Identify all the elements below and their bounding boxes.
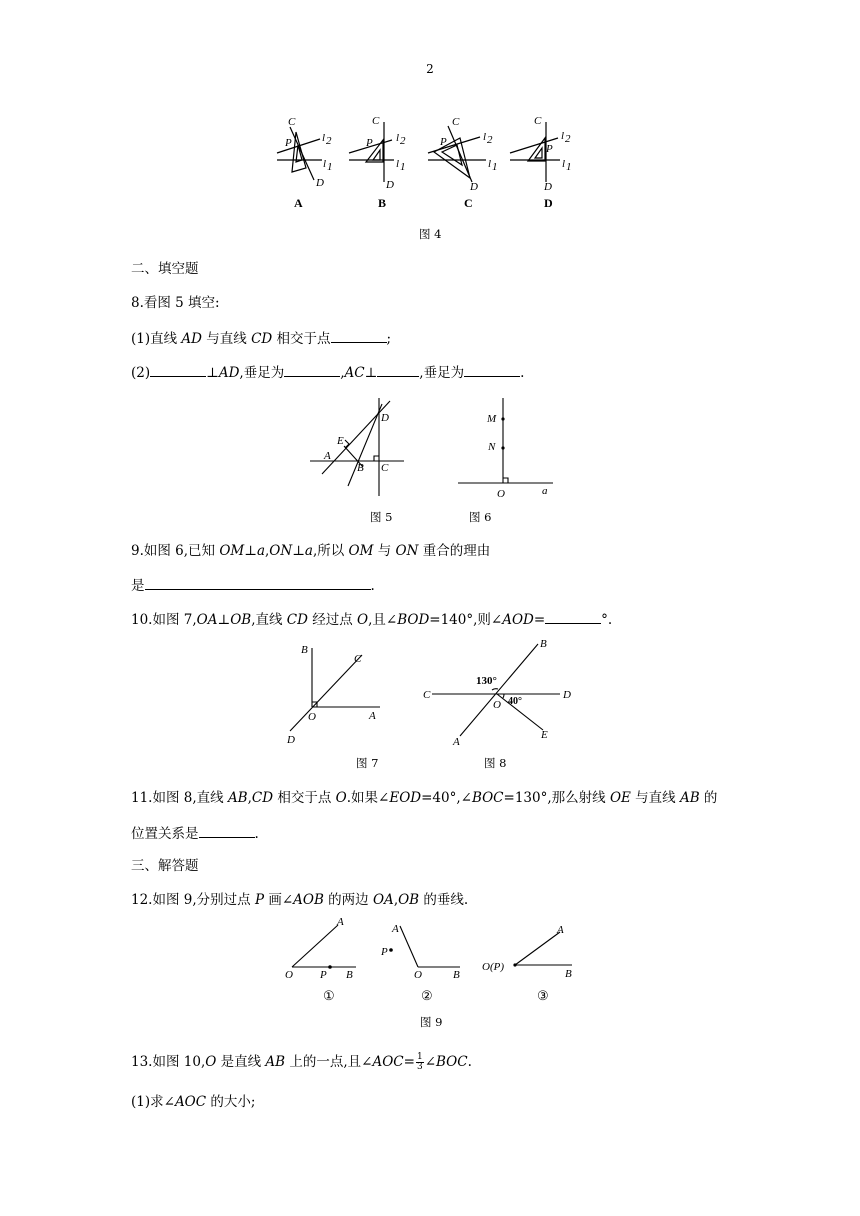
fig9-sub-3: ③ (537, 988, 549, 1003)
fraction-numerator: 1 (416, 1052, 423, 1062)
fig4c-sub1: 1 (492, 161, 498, 173)
text: ⊥ (292, 543, 305, 559)
text: . (520, 365, 525, 381)
fig4a-label-c: C (288, 116, 296, 128)
fig5-label-c: C (381, 462, 389, 474)
fig9-3-label-a: A (557, 924, 564, 936)
fig4d-label-d: D (544, 181, 552, 193)
text: 与直线 (202, 331, 252, 347)
text: ; (386, 331, 392, 347)
text: =130°,那么射线 (503, 790, 610, 806)
fig9-3-label-b: B (565, 968, 572, 980)
text: =140°,则∠ (429, 612, 503, 628)
text: AD (218, 365, 240, 381)
text: . (467, 1054, 472, 1070)
text: , (393, 892, 399, 908)
fig4d-label-l2: l (561, 130, 565, 142)
text: = (533, 612, 546, 628)
fig4b-label-l2: l (396, 132, 400, 144)
text: ON (395, 543, 419, 559)
text: AB (265, 1054, 286, 1070)
text: BOD (397, 612, 430, 628)
text: (1)直线 (131, 331, 182, 347)
fig4a-label-p: P (285, 137, 292, 149)
fig6-label-n: N (488, 441, 496, 453)
text: CD (251, 331, 273, 347)
fig9-3-label-op: O(P) (482, 961, 504, 973)
fig4-option-b: B (378, 196, 387, 210)
fig4d-label-p: P (546, 143, 553, 155)
fig6-label-o: O (497, 488, 505, 500)
fig9-2-label-b: B (453, 969, 460, 981)
fig5-label-d: D (381, 412, 389, 424)
fig4b-sub2: 2 (400, 135, 406, 147)
text: AD (181, 331, 202, 347)
text: ,垂足为 (419, 365, 465, 381)
text: OB (398, 892, 420, 908)
fig4b-label-d: D (386, 179, 394, 191)
q8-stem: 8.看图 5 填空: (131, 295, 220, 311)
text: AB (679, 790, 700, 806)
fig8-label-a: A (453, 736, 460, 748)
text: , (265, 543, 270, 559)
fig9-1-label-o: O (285, 969, 293, 981)
text: ON (269, 543, 293, 559)
text: BOC (436, 1054, 468, 1070)
text: 位置关系是 (131, 826, 199, 842)
fig4b-label-l1: l (396, 158, 400, 170)
text: O (205, 1054, 217, 1070)
text: . (254, 826, 259, 842)
text: CD (251, 790, 274, 806)
fig8-label-d: D (563, 689, 571, 701)
q13 (131, 1053, 472, 1072)
fig9-sub-1: ① (323, 988, 335, 1003)
fig5-caption: 图 5 (370, 510, 393, 524)
text: 9.如图 6,已知 (131, 543, 220, 559)
fig8-angle-130: 130° (476, 675, 497, 687)
text: =40°,∠ (421, 790, 472, 806)
fig9-sub-2: ② (421, 988, 433, 1003)
text: 13.如图 10, (131, 1054, 206, 1070)
fig8-label-o: O (493, 699, 501, 711)
text: 重合的理由 (418, 543, 491, 559)
text: ,且∠ (368, 612, 398, 628)
text: 画∠ (264, 892, 294, 908)
text: AOB (293, 892, 324, 908)
page-number: 2 (426, 62, 434, 76)
text: ,直线 (251, 612, 287, 628)
fig4-option-a: A (294, 196, 303, 210)
text: P (254, 892, 265, 908)
fig4c-label-c: C (452, 116, 460, 128)
fig4a-sub2: 2 (326, 135, 332, 147)
fig4b-label-p: P (366, 137, 373, 149)
fig4-option-c: C (464, 196, 473, 210)
text: 与 (373, 543, 396, 559)
text: AB (227, 790, 248, 806)
fig9-1-label-b: B (346, 969, 353, 981)
text: OM (219, 543, 245, 559)
fig8-angle-40: 40° (508, 696, 522, 707)
text: (2) (131, 365, 151, 381)
fig6-caption: 图 6 (469, 510, 492, 524)
fig4c-label-l1: l (488, 158, 492, 170)
fig4a-label-l1: l (323, 158, 327, 170)
text: 与直线 (630, 790, 680, 806)
fig4d-label-c: C (534, 115, 542, 127)
fig5-label-a: A (324, 450, 331, 462)
text: AC (344, 365, 365, 381)
text: ⊥ (217, 612, 231, 628)
section3-title: 三、解答题 (131, 858, 199, 874)
fig4c-label-d: D (470, 181, 478, 193)
fig4d-label-l1: l (562, 158, 566, 170)
fraction-denominator: 3 (416, 1062, 423, 1072)
fig5-label-b: B (357, 462, 364, 474)
text: ⊥ (206, 365, 219, 381)
text: OB (230, 612, 252, 628)
fig9-caption: 图 9 (420, 1015, 443, 1029)
text: OA (196, 612, 218, 628)
fraction-one-third (416, 1053, 424, 1072)
text: . (370, 578, 375, 594)
fig7-label-b: B (301, 644, 308, 656)
text: ⊥ (244, 543, 257, 559)
fig4a-label-l2: l (322, 132, 326, 144)
text: ,所以 (312, 543, 349, 559)
text: AOC (174, 1094, 207, 1110)
fig4d-sub1: 1 (566, 161, 572, 173)
fig9-2-label-o: O (414, 969, 422, 981)
fig6-label-m: M (487, 413, 497, 425)
fig7-label-a: A (369, 710, 376, 722)
text: ∠ (424, 1054, 436, 1070)
text: 相交于点 (273, 790, 336, 806)
fig9-1-label-p: P (320, 969, 327, 981)
fig9-2-label-p: P (381, 946, 388, 958)
text: O (335, 790, 347, 806)
text: 的 (699, 790, 718, 806)
text: 是直线 (216, 1054, 266, 1070)
fig8-caption: 图 8 (484, 756, 507, 770)
text: ,垂足为 (239, 365, 285, 381)
text: = (403, 1054, 415, 1070)
text: EOD (389, 790, 422, 806)
text: 的大小; (206, 1094, 256, 1110)
fig4b-sub1: 1 (400, 161, 406, 173)
fig4c-sub2: 2 (487, 134, 493, 146)
text: 10.如图 7, (131, 612, 197, 628)
text: 12.如图 9,分别过点 (131, 892, 255, 908)
fig7-label-c: C (354, 653, 362, 665)
fig7-caption: 图 7 (356, 756, 379, 770)
text: OA (372, 892, 394, 908)
text: AOD (502, 612, 534, 628)
text: 是 (131, 578, 145, 594)
text: CD (286, 612, 308, 628)
fig4d-sub2: 2 (565, 133, 571, 145)
fig4a-label-d: D (316, 177, 324, 189)
text: BOC (471, 790, 504, 806)
fig4-option-d: D (544, 196, 553, 210)
fig7-label-d: D (287, 734, 295, 746)
fig4c-label-l2: l (483, 131, 487, 143)
text: 相交于点 (272, 331, 331, 347)
text: .如果∠ (346, 790, 390, 806)
text: °. (601, 612, 613, 628)
fig8-label-e: E (541, 729, 548, 741)
fig4b-label-c: C (372, 115, 380, 127)
fig9-1-label-a: A (337, 916, 344, 928)
text: OM (348, 543, 374, 559)
text: OE (609, 790, 631, 806)
text: 经过点 (307, 612, 358, 628)
fig9-2-label-a: A (392, 923, 399, 935)
text: 11.如图 8,直线 (131, 790, 228, 806)
text: 的两边 (323, 892, 373, 908)
q13-part1 (131, 1093, 255, 1111)
fig4c-label-p: P (440, 136, 447, 148)
fig8-label-b: B (540, 638, 547, 650)
text: , (247, 790, 252, 806)
text: 的垂线. (419, 892, 469, 908)
text: (1)求∠ (131, 1094, 175, 1110)
fig4-caption: 图 4 (419, 227, 442, 241)
text: , (340, 365, 345, 381)
section2-title: 二、填空题 (131, 261, 199, 277)
fig6-label-a: a (542, 485, 548, 497)
fig7-label-o: O (308, 711, 316, 723)
fig5-label-e: E (337, 435, 344, 447)
fig4a-sub1: 1 (327, 161, 333, 173)
text: 上的一点,且∠ (285, 1054, 373, 1070)
text: O (357, 612, 369, 628)
text: a (256, 543, 265, 559)
text: AOC (372, 1054, 404, 1070)
text: ⊥ (364, 365, 378, 381)
text: a (304, 543, 313, 559)
fig8-label-c: C (423, 689, 431, 701)
